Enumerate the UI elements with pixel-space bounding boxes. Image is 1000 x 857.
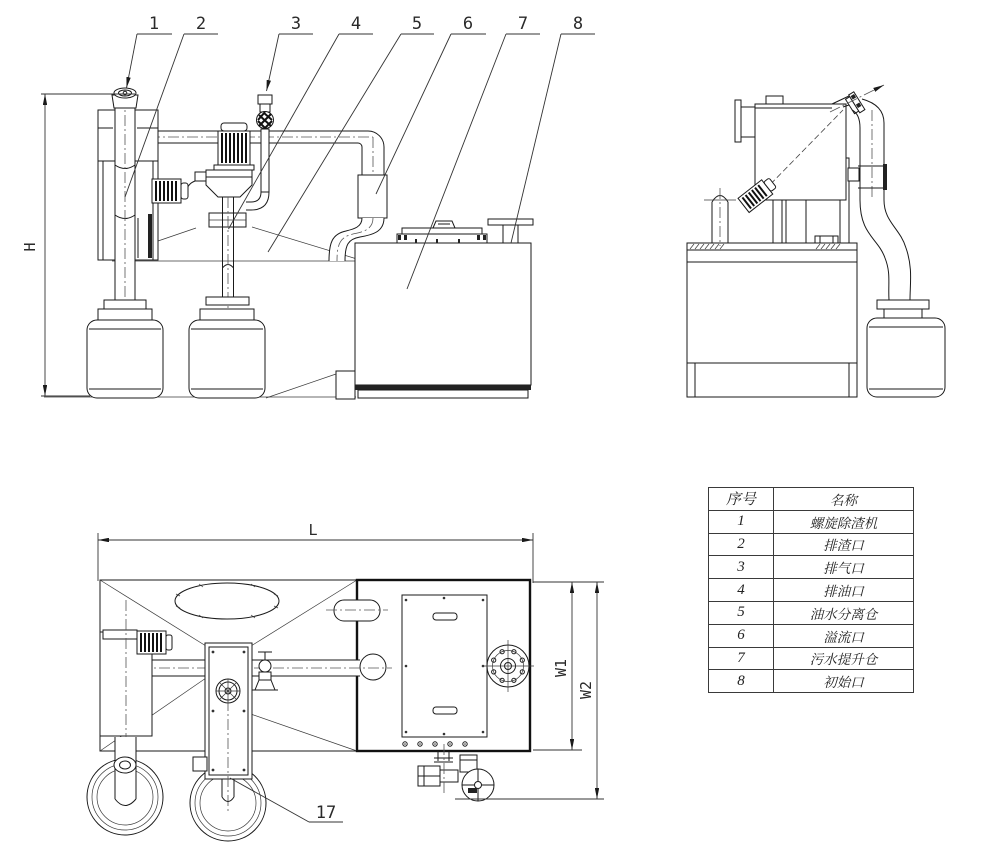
parts-row [709, 647, 914, 670]
row-no: 8 [709, 670, 774, 693]
plan-barrel-1 [87, 737, 163, 835]
row-name: 螺旋除渣机 [774, 510, 914, 533]
row-name: 溢流口 [774, 624, 914, 647]
row-name: 初始口 [774, 670, 914, 693]
row-no: 1 [709, 510, 774, 533]
dimension-l-label: L [308, 521, 318, 539]
top-drive-motor [112, 88, 138, 108]
callout-7: 7 [517, 14, 529, 34]
row-no: 5 [709, 601, 774, 624]
callout-3: 3 [290, 14, 302, 34]
row-no: 7 [709, 647, 774, 670]
plan-drain-valve [418, 744, 494, 801]
pump-motor-fins [222, 133, 246, 163]
parts-row [709, 533, 914, 556]
callout-2: 2 [195, 14, 207, 34]
header-name: 名称 [774, 488, 914, 511]
parts-row [709, 510, 914, 533]
row-name: 排油口 [774, 579, 914, 602]
plan-bolt-row [403, 742, 467, 746]
row-name: 污水提升仓 [774, 647, 914, 670]
side-tank [687, 236, 857, 397]
plan-port-flange [482, 640, 534, 692]
side-barrel [867, 300, 945, 397]
parts-table [708, 487, 914, 693]
parts-row [709, 624, 914, 647]
parts-row [709, 579, 914, 602]
row-no: 4 [709, 579, 774, 602]
side-hopper [735, 96, 846, 200]
waste-barrel-2 [189, 309, 265, 398]
parts-row [709, 601, 914, 624]
parts-row [709, 670, 914, 693]
callout-17-label: 17 [315, 803, 337, 823]
parts-row [709, 556, 914, 579]
screw-column [98, 88, 188, 309]
column-side-motor [152, 179, 188, 203]
row-no: 3 [709, 556, 774, 579]
front-view [21, 14, 595, 399]
row-name: 油水分离仓 [774, 601, 914, 624]
lifting-tank [266, 219, 533, 399]
dimension-w1-label: W1 [552, 658, 570, 678]
row-no: 6 [709, 624, 774, 647]
waste-barrel-1 [87, 309, 163, 398]
parts-table-header [709, 488, 914, 511]
callout-5: 5 [411, 14, 423, 34]
row-name: 排渣口 [774, 533, 914, 556]
dimension-w1 [533, 582, 604, 750]
side-view [687, 85, 945, 397]
callout-numbers [149, 14, 583, 34]
callout-8: 8 [572, 14, 584, 34]
overflow-box [358, 175, 387, 218]
plan-tank-manhole [402, 595, 487, 737]
callout-4: 4 [350, 14, 362, 34]
dimension-l [98, 521, 533, 583]
inlet-flange [488, 219, 533, 243]
header-no: 序号 [709, 488, 774, 511]
dome-pipe [704, 188, 736, 246]
plan-manhole-ellipse [175, 583, 279, 619]
dimension-h-label: H [21, 242, 39, 252]
callout-1: 1 [148, 14, 160, 34]
plan-view [87, 521, 604, 841]
row-no: 2 [709, 533, 774, 556]
row-name: 排气口 [774, 556, 914, 579]
plan-overflow-stub [334, 600, 380, 621]
manhole-cover [397, 221, 487, 243]
dimension-w2-label: W2 [577, 680, 595, 700]
callout-6: 6 [462, 14, 474, 34]
